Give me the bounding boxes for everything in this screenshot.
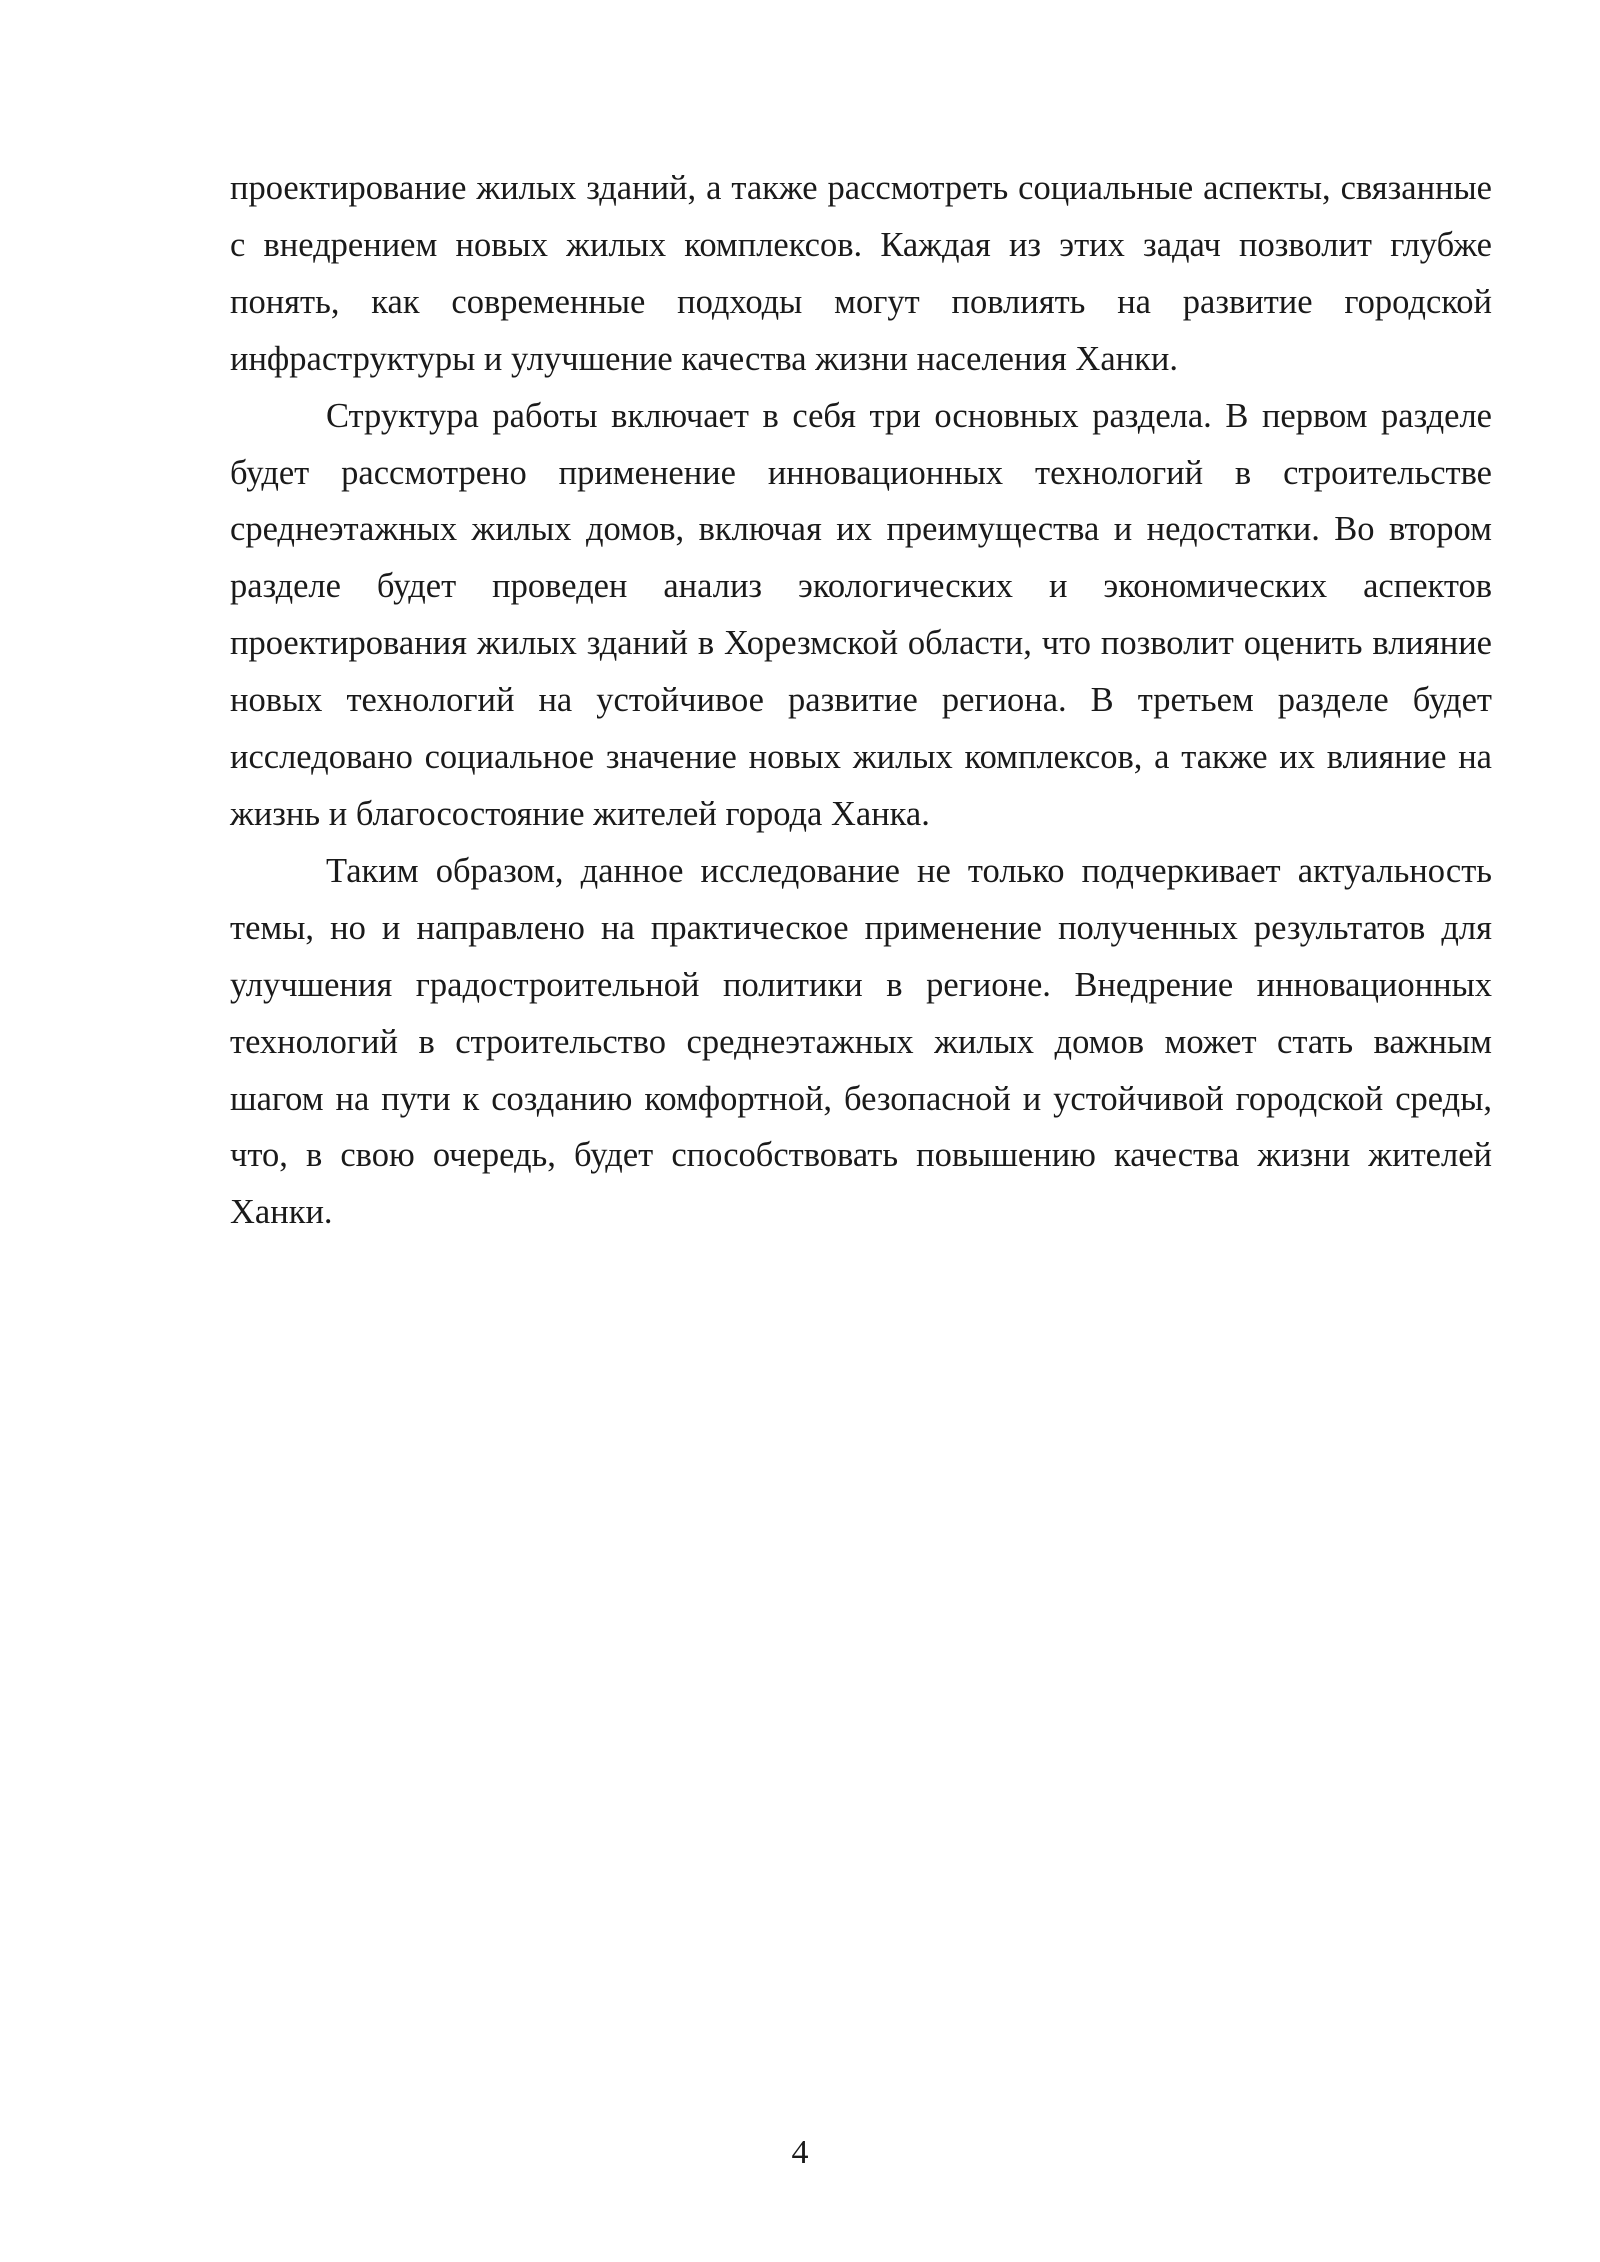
- paragraph-structure: Структура работы включает в себя три основных раздела. В первом разделе будет рассмотрено применение инновационных технологий в строительстве среднеэтажных жилых домов, включая их преимущества и недостатки. Во втором разделе будет проведен анализ экологических и экономических аспектов проектирования жилых зданий в Хорезмской области, что позволит оценить влияние новых технологий на устойчивое развитие региона. В третьем разделе будет исследовано социальное значение новых жилых комплексов, а также их влияние на жизнь и благосостояние жителей города Ханка.: [230, 396, 1492, 833]
- page-number: 4: [791, 2134, 809, 2171]
- paragraph-conclusion: Таким образом, данное исследование не только подчеркивает актуальность темы, но и направлено на практическое применение полученных результатов для улучшения градостроительной политики в регионе. Внедрение инновационных технологий в строительство среднеэтажных жилых домов может стать важным шагом на пути к созданию комфортной, безопасной и устойчивой городской среды, что, в свою очередь, будет способствовать повышению качества жизни жителей Ханки.: [230, 851, 1492, 1232]
- body-text: [230, 160, 1492, 1241]
- paragraph-continued: проектирование жилых зданий, а также рассмотреть социальные аспекты, связанные с внедрением новых жилых комплексов. Каждая из этих задач позволит глубже понять, как современные подходы могут повлиять на развитие городской инфраструктуры и улучшение качества жизни населения Ханки.: [230, 169, 1492, 378]
